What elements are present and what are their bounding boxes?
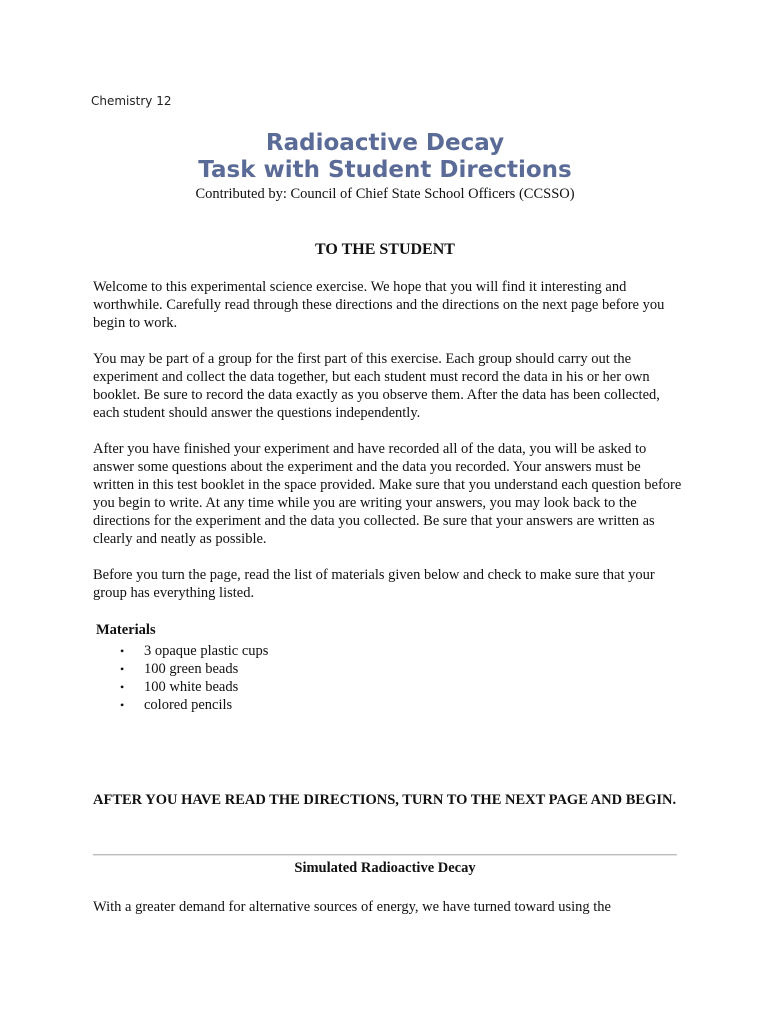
paragraph-welcome: Welcome to this experimental science exercise. We hope that you will find it interesting and worthwhile. Carefully read through these directions and the directions on the next page before you begin to work.	[93, 279, 665, 331]
list-item	[120, 678, 268, 696]
bullet-icon: •	[120, 662, 125, 676]
document-title-line-2: Task with Student Directions	[198, 157, 572, 183]
section-heading: TO THE STUDENT	[315, 241, 455, 258]
materials-heading: Materials	[96, 622, 156, 638]
turn-page-directive: AFTER YOU HAVE READ THE DIRECTIONS, TURN TO THE NEXT PAGE AND BEGIN.	[93, 792, 677, 808]
material-label: 3 opaque plastic cups	[144, 643, 269, 659]
paragraph-before-turn: Before you turn the page, read the list of materials given below and check to make sure that your group has everything listed.	[93, 567, 655, 601]
material-label: 100 green beads	[144, 661, 239, 677]
paragraph-group: You may be part of a group for the first part of this exercise. Each group should carry out the experiment and collect the data together, but each student must record the data in his or her own booklet. Be sure to record the data exactly as you observe them. After the data has been collected, each student should answer the questions independently.	[93, 351, 660, 421]
document-title-line-1: Radioactive Decay	[265, 130, 505, 156]
paragraph-after-experiment: After you have finished your experiment and have recorded all of the data, you will be asked to answer some questions about the experiment and the data you recorded. Your answers must be written in this test booklet in the space provided. Make sure that you understand each question before you begin to write. At any time while you are writing your answers, you may look back to the directions for the experiment and the data you collected. Be sure that your answers are written as clearly and neatly as possible.	[93, 441, 682, 547]
material-label: colored pencils	[144, 697, 233, 713]
contributor-line: Contributed by: Council of Chief State School Officers (CCSSO)	[195, 186, 575, 202]
list-item	[120, 696, 268, 714]
bullet-icon: •	[120, 698, 125, 712]
simulated-decay-heading: Simulated Radioactive Decay	[294, 860, 476, 876]
course-label: Chemistry 12	[91, 94, 172, 108]
material-label: 100 white beads	[144, 679, 239, 695]
list-item	[120, 660, 268, 678]
section-divider	[93, 854, 677, 856]
materials-list	[120, 642, 268, 714]
bullet-icon: •	[120, 644, 125, 658]
bullet-icon: •	[120, 680, 125, 694]
paragraph-intro: With a greater demand for alternative sources of energy, we have turned toward using the	[93, 899, 611, 915]
list-item	[120, 642, 268, 660]
